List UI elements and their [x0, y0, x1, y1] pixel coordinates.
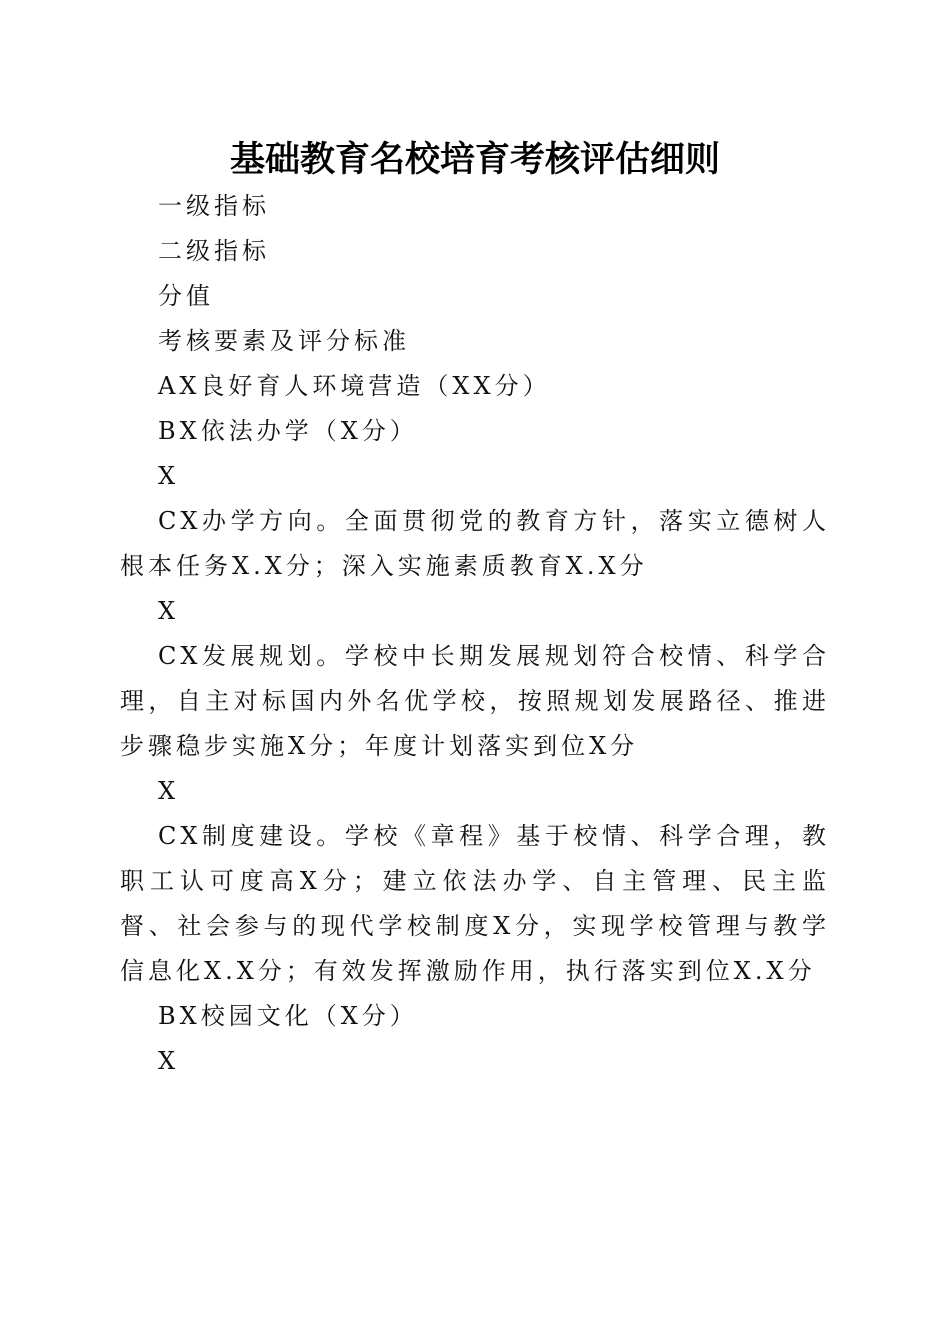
document-title: 基础教育名校培育考核评估细则 [229, 140, 720, 180]
paragraph-score-placeholder: X [158, 462, 180, 490]
paragraph-section-a: AX良好育人环境营造（XX分） [158, 372, 551, 400]
paragraph-score-placeholder: X [158, 1047, 180, 1075]
paragraph-criteria: 考核要素及评分标准 [158, 327, 410, 355]
document-body [120, 184, 830, 1084]
paragraph-system: CX制度建设。学校《章程》基于校情、科学合理，教职工认可度高X分；建立依法办学、自主管理、民主监督、社会参与的现代学校制度X分，实现学校管理与教学信息化X.X分；有效发挥激励作用，执行落实到位X.X分 [120, 822, 830, 985]
paragraph-level1-indicator: 一级指标 [158, 192, 270, 220]
paragraph-score: 分值 [158, 282, 214, 310]
paragraph-section-b-law: BX依法办学（X分） [158, 417, 418, 445]
paragraph-score-placeholder: X [158, 597, 180, 625]
paragraph-score-placeholder: X [158, 777, 180, 805]
paragraph-direction: CX办学方向。全面贯彻党的教育方针，落实立德树人根本任务X.X分；深入实施素质教育X.X分 [120, 507, 830, 580]
paragraph-section-b-culture: BX校园文化（X分） [158, 1002, 418, 1030]
paragraph-planning: CX发展规划。学校中长期发展规划符合校情、科学合理，自主对标国内外名优学校，按照规划发展路径、推进步骤稳步实施X分；年度计划落实到位X分 [120, 642, 830, 760]
paragraph-level2-indicator: 二级指标 [158, 237, 270, 265]
